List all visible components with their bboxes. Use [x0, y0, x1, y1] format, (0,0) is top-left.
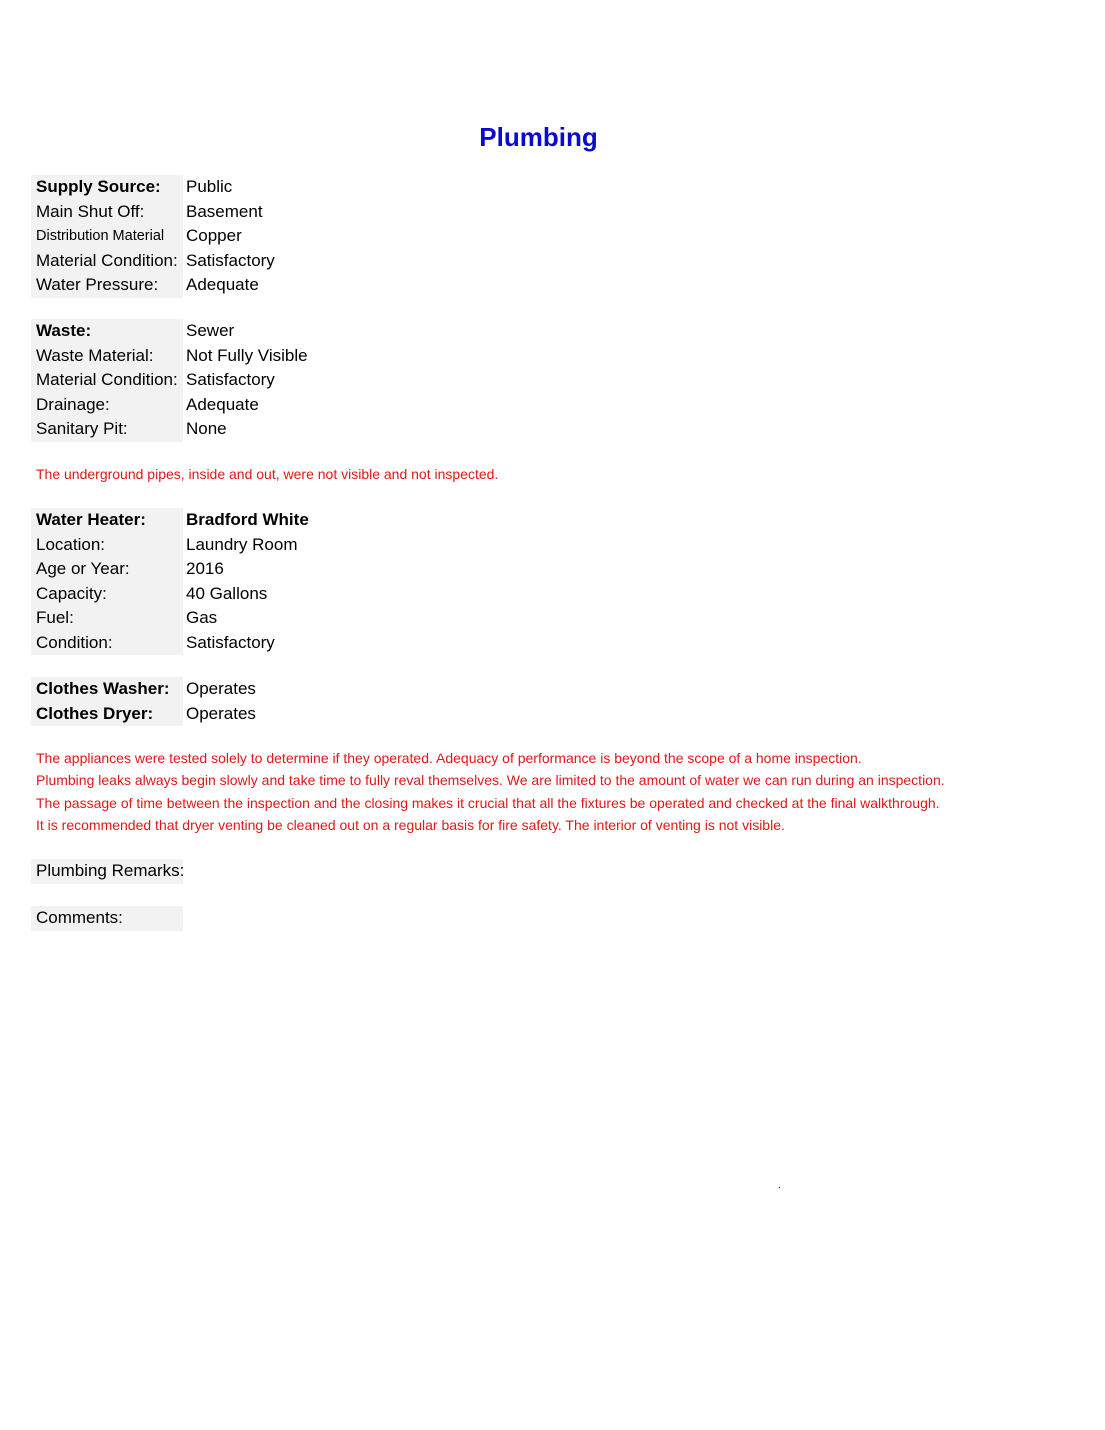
field-label: Plumbing Remarks:	[31, 859, 183, 884]
field-label: Water Heater:	[31, 508, 183, 533]
field-label: Clothes Washer:	[31, 677, 183, 702]
appliance-note: It is recommended that dryer venting be cleaned out on a regular basis for fire safety. The interior of venting is not visible.	[36, 816, 785, 833]
field-value: 40 Gallons	[186, 583, 268, 603]
field-value: Satisfactory	[186, 250, 275, 270]
field-label: Material Condition:	[31, 368, 183, 393]
clothes-washer-row	[31, 677, 256, 702]
water-heater-section	[31, 508, 309, 655]
field-value: Adequate	[186, 275, 259, 295]
appliance-notes	[36, 747, 945, 836]
main-shut-off-row	[31, 200, 275, 225]
age-year-row	[31, 557, 309, 582]
field-label: Supply Source:	[31, 175, 183, 200]
drainage-row	[31, 393, 308, 418]
field-value: 2016	[186, 559, 224, 579]
capacity-row	[31, 582, 309, 607]
field-label: Drainage:	[31, 393, 183, 418]
field-value: Not Fully Visible	[186, 345, 308, 365]
fuel-row	[31, 606, 309, 631]
stray-dot: .	[778, 1180, 781, 1191]
underground-pipes-note: The underground pipes, inside and out, were not visible and not inspected.	[36, 466, 499, 482]
field-value: Operates	[186, 679, 256, 699]
supply-source-row	[31, 175, 275, 200]
field-value: Satisfactory	[186, 632, 275, 652]
field-label: Waste Material:	[31, 344, 183, 369]
field-value: Satisfactory	[186, 370, 275, 390]
appliance-note: The passage of time between the inspection and the closing makes it crucial that all the fixtures be operated and checked at the final walkthrough.	[36, 794, 940, 811]
comments-row	[31, 906, 183, 931]
waste-row	[31, 319, 308, 344]
field-label: Comments:	[31, 906, 183, 931]
waste-material-row	[31, 344, 308, 369]
field-label: Distribution Material	[31, 224, 183, 249]
field-label: Waste:	[31, 319, 183, 344]
field-value: None	[186, 419, 227, 439]
field-value: Laundry Room	[186, 534, 298, 554]
sanitary-pit-row	[31, 417, 308, 442]
water-heater-row	[31, 508, 309, 533]
heater-condition-row	[31, 631, 309, 656]
field-label: Age or Year:	[31, 557, 183, 582]
waste-section	[31, 319, 308, 442]
page-title: Plumbing	[479, 122, 598, 152]
supply-section	[31, 175, 275, 298]
distribution-material-row	[31, 224, 275, 249]
field-label: Sanitary Pit:	[31, 417, 183, 442]
appliance-note: Plumbing leaks always begin slowly and take time to fully reval themselves. We are limited to the amount of water we can run during an inspection.	[36, 772, 945, 789]
comments-section	[31, 906, 183, 931]
location-row	[31, 533, 309, 558]
field-label: Clothes Dryer:	[31, 702, 183, 727]
field-label: Water Pressure:	[31, 273, 183, 298]
field-label: Fuel:	[31, 606, 183, 631]
plumbing-remarks-row	[31, 859, 183, 884]
appliances-section	[31, 677, 256, 726]
field-value: Copper	[186, 226, 242, 246]
field-label: Location:	[31, 533, 183, 558]
clothes-dryer-row	[31, 702, 256, 727]
remarks-section	[31, 859, 183, 884]
water-pressure-row	[31, 273, 275, 298]
field-value: Adequate	[186, 394, 259, 414]
waste-material-condition-row	[31, 368, 308, 393]
field-value: Bradford White	[186, 510, 309, 530]
field-label: Material Condition:	[31, 249, 183, 274]
field-value: Basement	[186, 201, 263, 221]
field-value: Public	[186, 177, 233, 197]
field-value: Sewer	[186, 321, 235, 341]
field-value: Gas	[186, 608, 218, 628]
field-label: Condition:	[31, 631, 183, 656]
field-label: Capacity:	[31, 582, 183, 607]
appliance-note: The appliances were tested solely to determine if they operated. Adequacy of performance is beyond the scope of a home inspection.	[36, 750, 862, 766]
field-value: Operates	[186, 703, 256, 723]
field-label: Main Shut Off:	[31, 200, 183, 225]
material-condition-row	[31, 249, 275, 274]
